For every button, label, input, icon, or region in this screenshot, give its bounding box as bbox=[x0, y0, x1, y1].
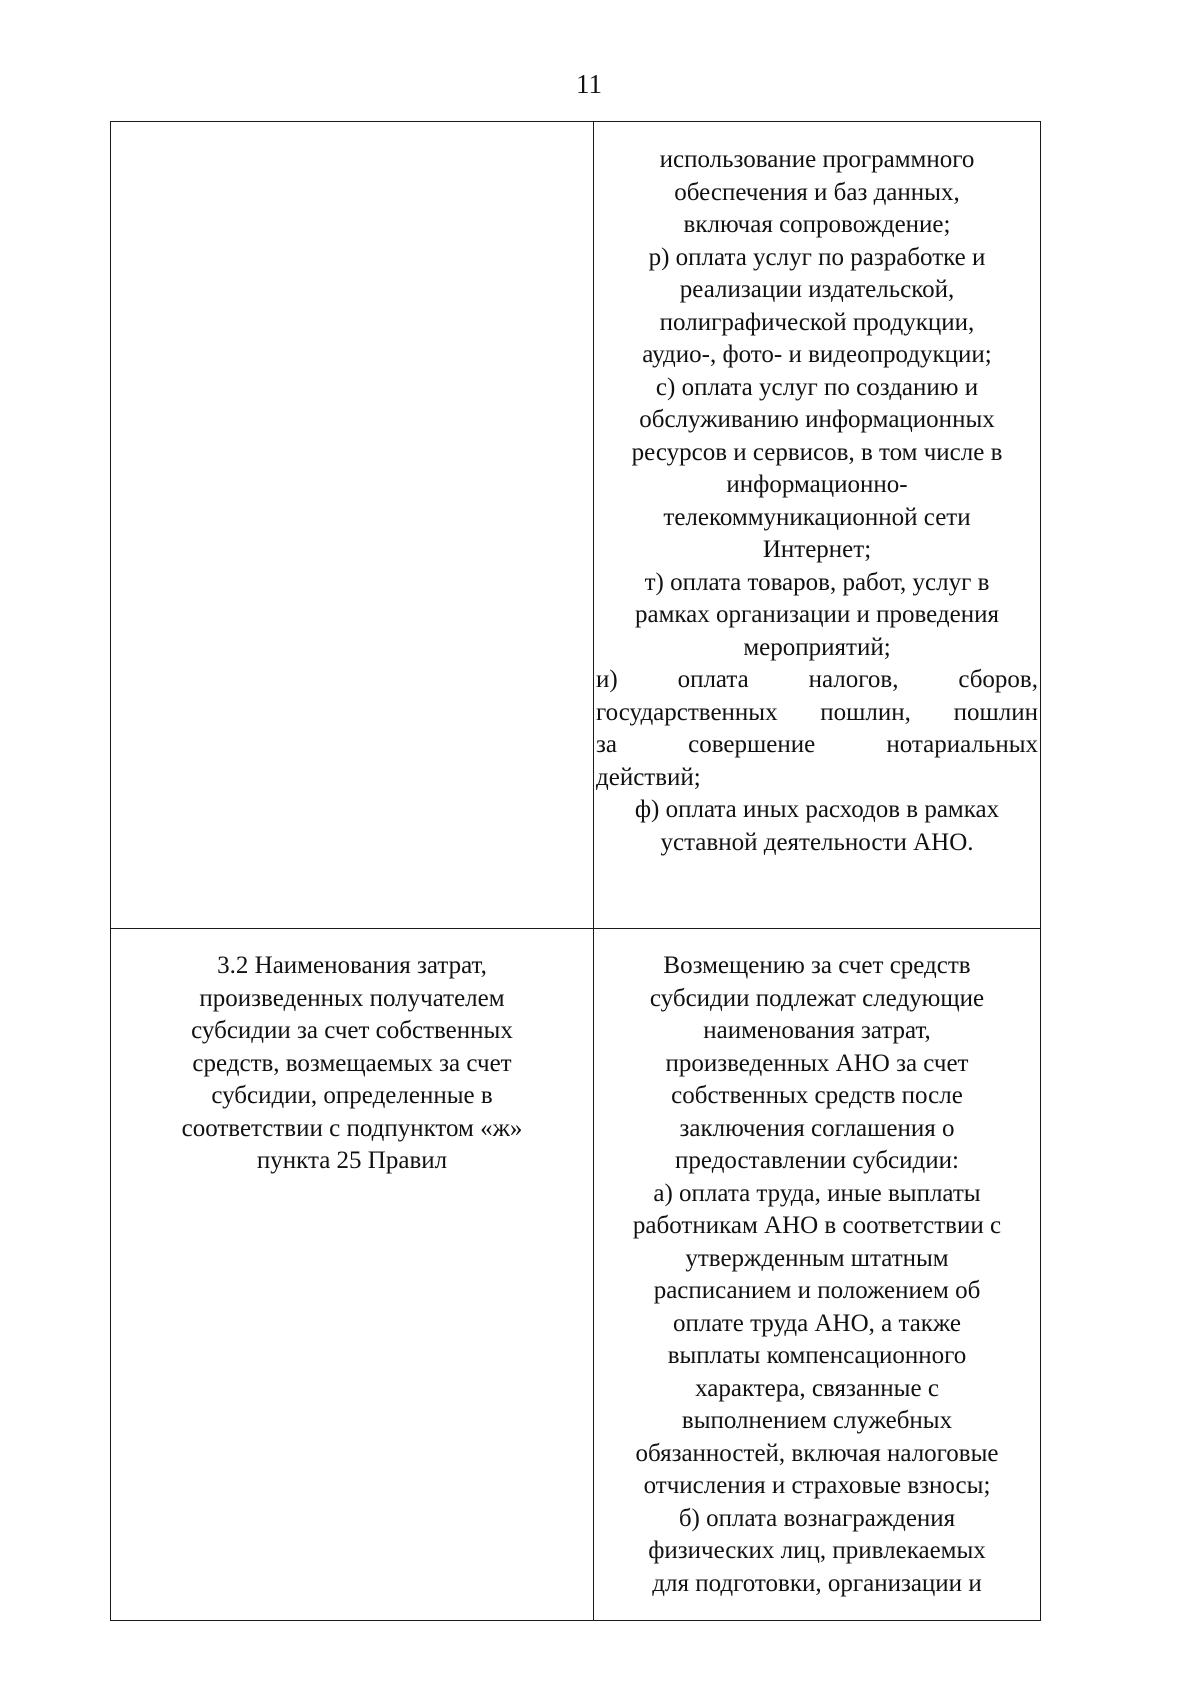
text-line: 3.2 Наименования затрат, bbox=[217, 952, 487, 979]
text-line: собственных средств после bbox=[671, 1082, 963, 1109]
text-line: субсидии подлежат следующие bbox=[649, 984, 985, 1012]
text-line: заключения соглашения о bbox=[679, 1114, 955, 1142]
text-line: средств, возмещаемых за счет bbox=[192, 1049, 512, 1077]
text-line: с) оплата услуг по созданию и bbox=[655, 373, 979, 401]
text-line: работникам АНО в соответствии с bbox=[632, 1212, 1002, 1239]
expenses-table bbox=[110, 121, 1041, 1621]
text-line: использование программного bbox=[659, 146, 975, 173]
text-line: и) оплата налогов, сборов, bbox=[596, 666, 1038, 693]
text-line: характера, связанные с bbox=[695, 1374, 939, 1402]
row1-left-cell bbox=[111, 122, 594, 929]
text-line: р) оплата услуг по разработке и bbox=[648, 243, 986, 271]
table-row bbox=[111, 929, 1041, 1621]
text-line: для подготовки, организации и bbox=[652, 1569, 982, 1597]
text-line: т) оплата товаров, работ, услуг в bbox=[644, 568, 990, 596]
page-number: 11 bbox=[576, 69, 602, 99]
text-line: б) оплата вознаграждения bbox=[678, 1504, 956, 1532]
table-row bbox=[111, 122, 1041, 929]
text-line: телекоммуникационной сети bbox=[663, 503, 971, 531]
text-line: обязанностей, включая налоговые bbox=[635, 1439, 999, 1467]
text-line: произведенных АНО за счет bbox=[665, 1049, 969, 1077]
text-line: включая сопровождение; bbox=[683, 211, 951, 238]
row2-left-cell bbox=[111, 929, 594, 1621]
text-line: государственных пошлин, пошлин bbox=[596, 698, 1038, 726]
text-line: а) оплата труда, иные выплаты bbox=[653, 1179, 981, 1207]
text-line: предоставлении субсидии: bbox=[675, 1147, 959, 1174]
text-line: действий; bbox=[596, 763, 701, 791]
text-line: утвержденным штатным bbox=[685, 1244, 949, 1272]
text-line: соответствии с подпунктом «ж» bbox=[181, 1114, 523, 1142]
row1-right-cell bbox=[594, 122, 1041, 929]
text-line: оплате труда АНО, а также bbox=[673, 1309, 961, 1337]
text-line: ресурсов и сервисов, в том числе в bbox=[631, 438, 1003, 466]
text-line: уставной деятельности АНО. bbox=[660, 828, 974, 856]
text-line: физических лиц, привлекаемых bbox=[648, 1537, 986, 1564]
text-line: информационно- bbox=[726, 471, 908, 498]
text-line: реализации издательской, bbox=[679, 276, 955, 303]
text-line: расписанием и положением об bbox=[653, 1277, 981, 1304]
text-line: выплаты компенсационного bbox=[667, 1342, 967, 1369]
text-line: наименования затрат, bbox=[703, 1017, 931, 1044]
text-line: полиграфической продукции, bbox=[659, 308, 975, 336]
text-line: ф) оплата иных расходов в рамках bbox=[634, 796, 1000, 823]
text-line: отчисления и страховые взносы; bbox=[643, 1472, 991, 1499]
text-line: рамках организации и проведения bbox=[634, 601, 999, 628]
row2-right-cell bbox=[594, 929, 1041, 1621]
text-line: Возмещению за счет средств bbox=[663, 952, 971, 979]
text-line: аудио-, фото- и видеопродукции; bbox=[642, 341, 992, 368]
text-line: выполнением служебных bbox=[681, 1407, 953, 1434]
text-line: субсидии, определенные в bbox=[211, 1082, 493, 1109]
text-line: субсидии за счет собственных bbox=[191, 1017, 513, 1044]
text-line: Интернет; bbox=[762, 536, 872, 563]
text-line: пункта 25 Правил bbox=[256, 1147, 448, 1174]
text-line: обслуживанию информационных bbox=[639, 406, 995, 433]
text-line: произведенных получателем bbox=[199, 984, 505, 1012]
text-line: за совершение нотариальных bbox=[596, 731, 1038, 758]
text-line: обеспечения и баз данных, bbox=[674, 178, 960, 206]
text-line: мероприятий; bbox=[743, 633, 891, 661]
